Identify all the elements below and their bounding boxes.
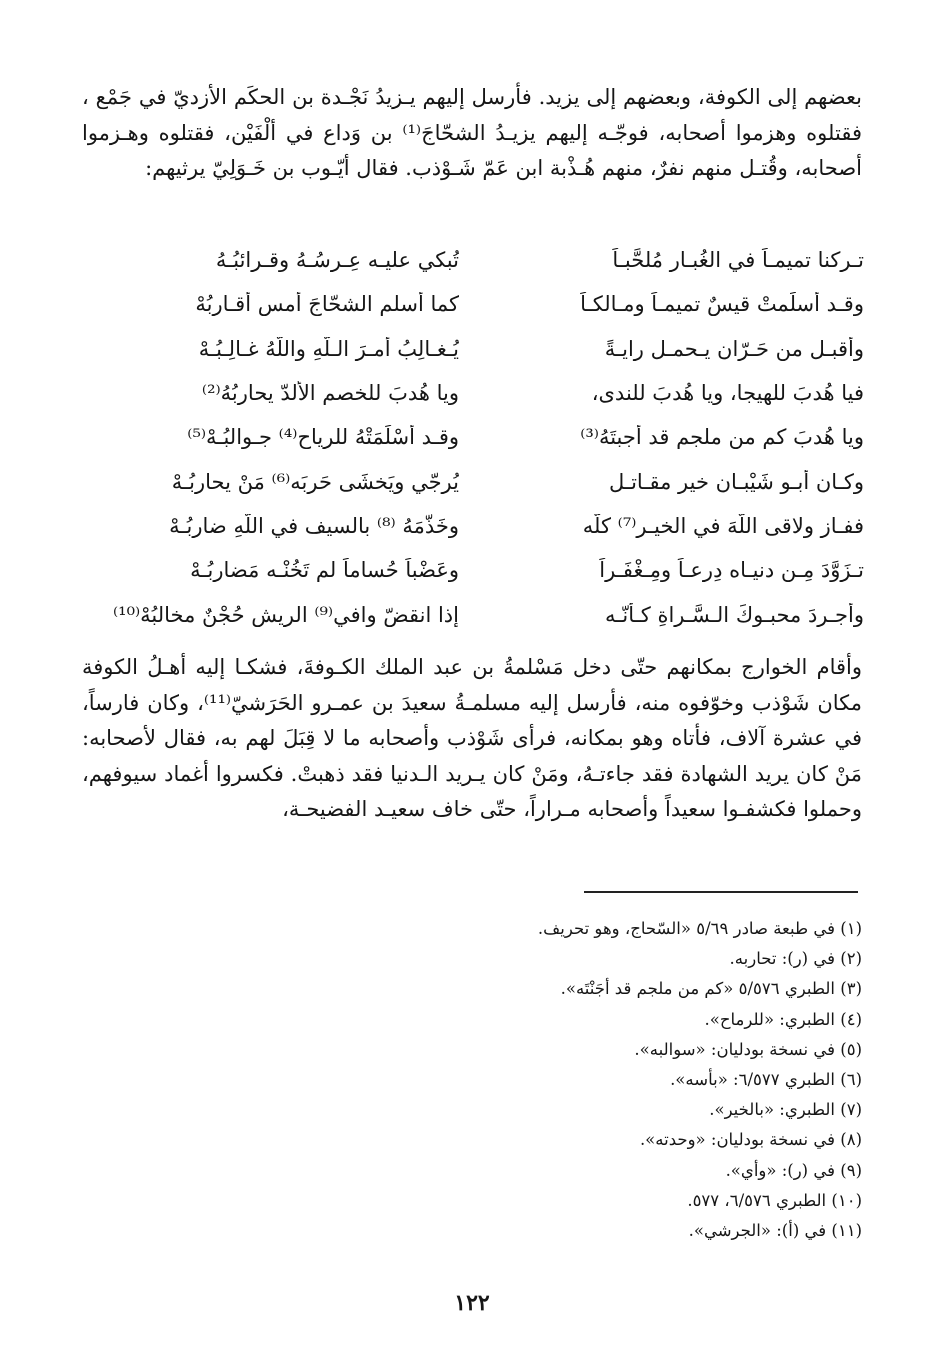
verse-first-hemistich: تـزَوَّدَ مِـن دنيـاه دِرعـاً ومِـغْفَـراً [599, 558, 864, 583]
poem [104, 238, 864, 637]
footnote: (٦) الطبري ٦/٥٧٧: «بأسه». [670, 1069, 862, 1089]
verse-second-hemistich: ويا هُدبَ للخصم الألدّ يحاربُهُ⁽²⁾ [201, 381, 459, 406]
poem-verse [104, 548, 864, 592]
poem-verse [104, 415, 864, 459]
poem-verse [104, 504, 864, 548]
poem-verse [104, 238, 864, 282]
footnote: (١) في طبعة صادر ٥/٦٩ «السّحاج، وهو تحريف. [537, 919, 862, 938]
verse-first-hemistich: وقـد أسلَمتْ قيسٌ تميمـاً ومـالكـاً [580, 292, 864, 317]
footnote: (١١) في (أ): «الجرشي». [688, 1220, 862, 1240]
verse-first-hemistich: وكـان أبـو شَيْبـان خير مقـاتـل [609, 469, 864, 494]
verse-second-hemistich: وخَذَّمَهُ ⁽⁸⁾ بالسيف في اللَّهِ ضاربُـهْ [169, 513, 459, 538]
verse-first-hemistich: فيا هُدبَ للهيجا، ويا هُدبَ للندى، [591, 381, 864, 406]
footnote: (٧) الطبري: «بالخير». [709, 1100, 862, 1120]
verse-first-hemistich: وأقبـل من حَـرّان يـحمـل رايـةً [604, 336, 864, 361]
poem-verse [104, 459, 864, 503]
verse-second-hemistich: كما أسلم الشحّاجَ أمسِ أقـاربُهْ [195, 292, 459, 317]
footnote: (٣) الطبري ٥/٥٧٦ «كم من ملجم قد أجَنْتَه». [560, 979, 862, 999]
footnote: (١٠) الطبري ٦/٥٧٦، ٥٧٧. [687, 1190, 862, 1210]
poem-verse [104, 592, 864, 636]
verse-second-hemistich: وعَضْباً حُساماً لم تَخُنْـه مَضاربُـهْ [190, 558, 459, 583]
verse-first-hemistich: وأجـردَ محبـوكَ الـسَّـراةِ كـأنّـه [604, 602, 864, 627]
footnote: (٢) في (ر): تحاربه. [729, 949, 862, 969]
footnote-separator [584, 891, 858, 893]
verse-second-hemistich: يُرجّي ويَخشَى حَربَه⁽⁶⁾ مَنْ يحاربُـهْ [171, 469, 459, 494]
footnote: (٤) الطبري: «للرماح». [704, 1009, 862, 1029]
poem-verse [104, 282, 864, 326]
poem-verse [104, 371, 864, 415]
body-paragraph-2: وأقام الخوارج بمكانهم حتّى دخل مَسْلمةُ بن عبد الملك الكـوفةَ، فشكـا إليه أهـلُ الكوفة مكان شَوْذب وخوّفوه منه، فأرسل إليه مسلمـةُ سعيدَ بن عمـرو الحَرَشيّ⁽¹¹⁾، وكان فارساً، في عشرة آلاف، فأتاه وهو بمكانه، فرأى شَوْذب وأصحابه ما لا قِبَلَ لهم به، فقال لأصحابه: مَنْ كان يريد الشهادة فقد جاءتـهُ، ومَنْ كان يـريد الـدنيا فقد ذهبتْ. فكسروا أغماد سيوفهم، وحملوا فكشفـوا سعيداً وأصحابه مـراراً، حتّى خاف سعيـد الفضيحـة، [82, 655, 862, 821]
footnote: (٥) في نسخة بودليان: «سوالبه». [634, 1039, 862, 1059]
verse-second-hemistich: إذا انقضّ وافي⁽⁹⁾ الريش حُجْنٌ مخالبُهْ⁽¹⁰⁾ [112, 602, 459, 627]
verse-first-hemistich: ففـاز ولاقى اللَّهَ في الخيـر⁽⁷⁾ كلّه [582, 513, 864, 538]
verse-first-hemistich: تـركنا تميمـاً في الغُبـار مُلحَّبـاً [612, 248, 864, 273]
footnote: (٨) في نسخة بودليان: «وحدته». [639, 1130, 862, 1150]
footnote: (٩) في (ر): «وأي». [725, 1160, 862, 1180]
verse-second-hemistich: وقـد أسْلَمَتْهُ للرياح⁽⁴⁾ جـوالبُـهْ⁽⁵⁾ [187, 425, 459, 450]
verse-second-hemistich: تُبكي عليـه عِـرسُـهُ وقـرائبُـهُ [215, 248, 459, 273]
verse-second-hemistich: يُـغـالِبُ أمـرَ الـلَّهِ واللَّهُ غـالِـبُـهْ [198, 336, 459, 361]
poem-verse [104, 327, 864, 371]
page-number: ١٢٢ [454, 1290, 490, 1316]
footnotes [302, 914, 862, 1246]
body-paragraph-1: بعضهم إلى الكوفة، وبعضهم إلى يزيد. فأرسل إليهم يـزيدُ نَجْـدة بن الحكَم الأزديّ في جَمْع ، فقتلوه وهزموا أصحابه، فوجّـه إليهم يزيـدُ الشحّاجَ⁽¹⁾ بن وَداع في ألْفَيْن، فقتلوه وهـزموا أصحابه، وقُتـل منهم نفرٌ، منهم هُـذْبة ابن عَمّ شَـوْذب. فقال أيّـوب بن خَـوَلِيّ يرثيهم: [82, 85, 862, 180]
verse-first-hemistich: ويا هُدبَ كم من ملجم قد أجبتَهُ⁽³⁾ [580, 425, 864, 450]
